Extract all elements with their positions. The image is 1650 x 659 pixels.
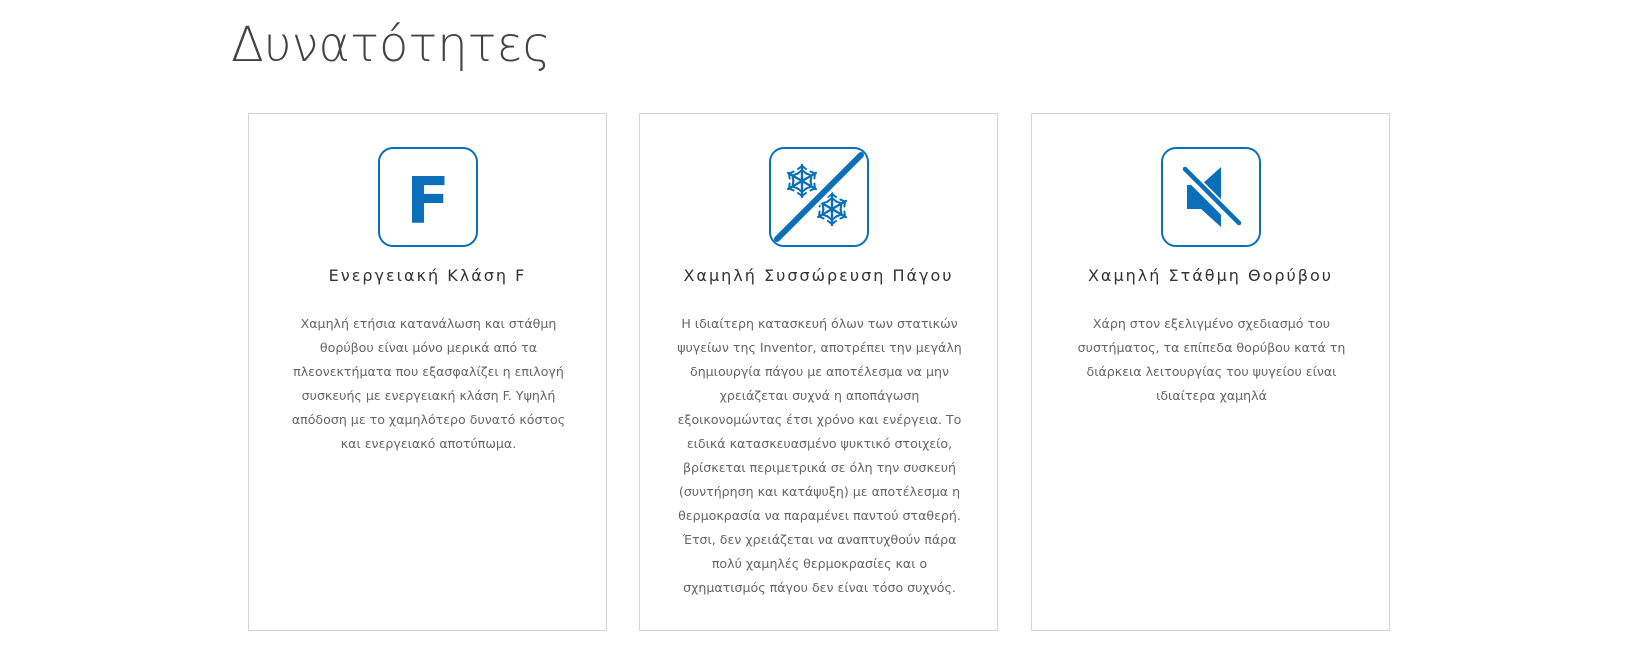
feature-description: Χαμηλή ετήσια κατανάλωση και στάθμη θορύβου είναι μόνο μερικά από τα πλεονεκτήματα που εξασφαλίζει η επιλογή συσκευής με ενεργειακή κλάση F. Υψηλή απόδοση με το χαμηλότερο δυνατό κόστος και ενεργειακό αποτύπωμα. (291, 316, 566, 451)
feature-title: Ενεργειακή Κλάση F (328, 266, 527, 285)
feature-card-low-frost (639, 113, 998, 631)
energy-class-f-icon (378, 147, 478, 247)
feature-description: Χάρη στον εξελιγμένο σχεδιασμό του συστήματος, τα επίπεδα θορύβου κατά τη διάρκεια λειτουργίας του ψυγείου είναι ιδιαίτερα χαμηλά (1077, 316, 1346, 403)
section-title: Δυνατότητες (231, 17, 551, 73)
speaker-muted-icon (1161, 147, 1261, 247)
feature-title: Χαμηλή Στάθμη Θορύβου (1087, 266, 1334, 285)
feature-description: Η ιδιαίτερη κατασκευή όλων των στατικών ψυγείων της Inventor, αποτρέπει την μεγάλη δημιουργία πάγου με αποτέλεσμα να μην χρειάζεται συχνά η αποπάγωση εξοικονομώντας έτσι χρόνο και ενέργεια. Το ειδικά κατασκευασμένο ψυκτικό στοιχείο, βρίσκεται περιμετρικά σε όλη την συσκευή (συντήρηση και κατάψυξη) με αποτέλεσμα η θερμοκρασία να παραμένει παντού σταθερή. Έτσι, δεν χρειάζεται να αναπτυχθούν πάρα πολύ χαμηλές θερμοκρασίες και ο σχηματισμός πάγου δεν είναι τόσο συχνός. (677, 316, 962, 595)
low-frost-icon (769, 147, 869, 247)
feature-card-low-noise (1031, 113, 1390, 631)
feature-title: Χαμηλή Συσσώρευση Πάγου (683, 266, 954, 285)
feature-card-energy-class (248, 113, 607, 631)
energy-class-letter: F (406, 165, 450, 239)
